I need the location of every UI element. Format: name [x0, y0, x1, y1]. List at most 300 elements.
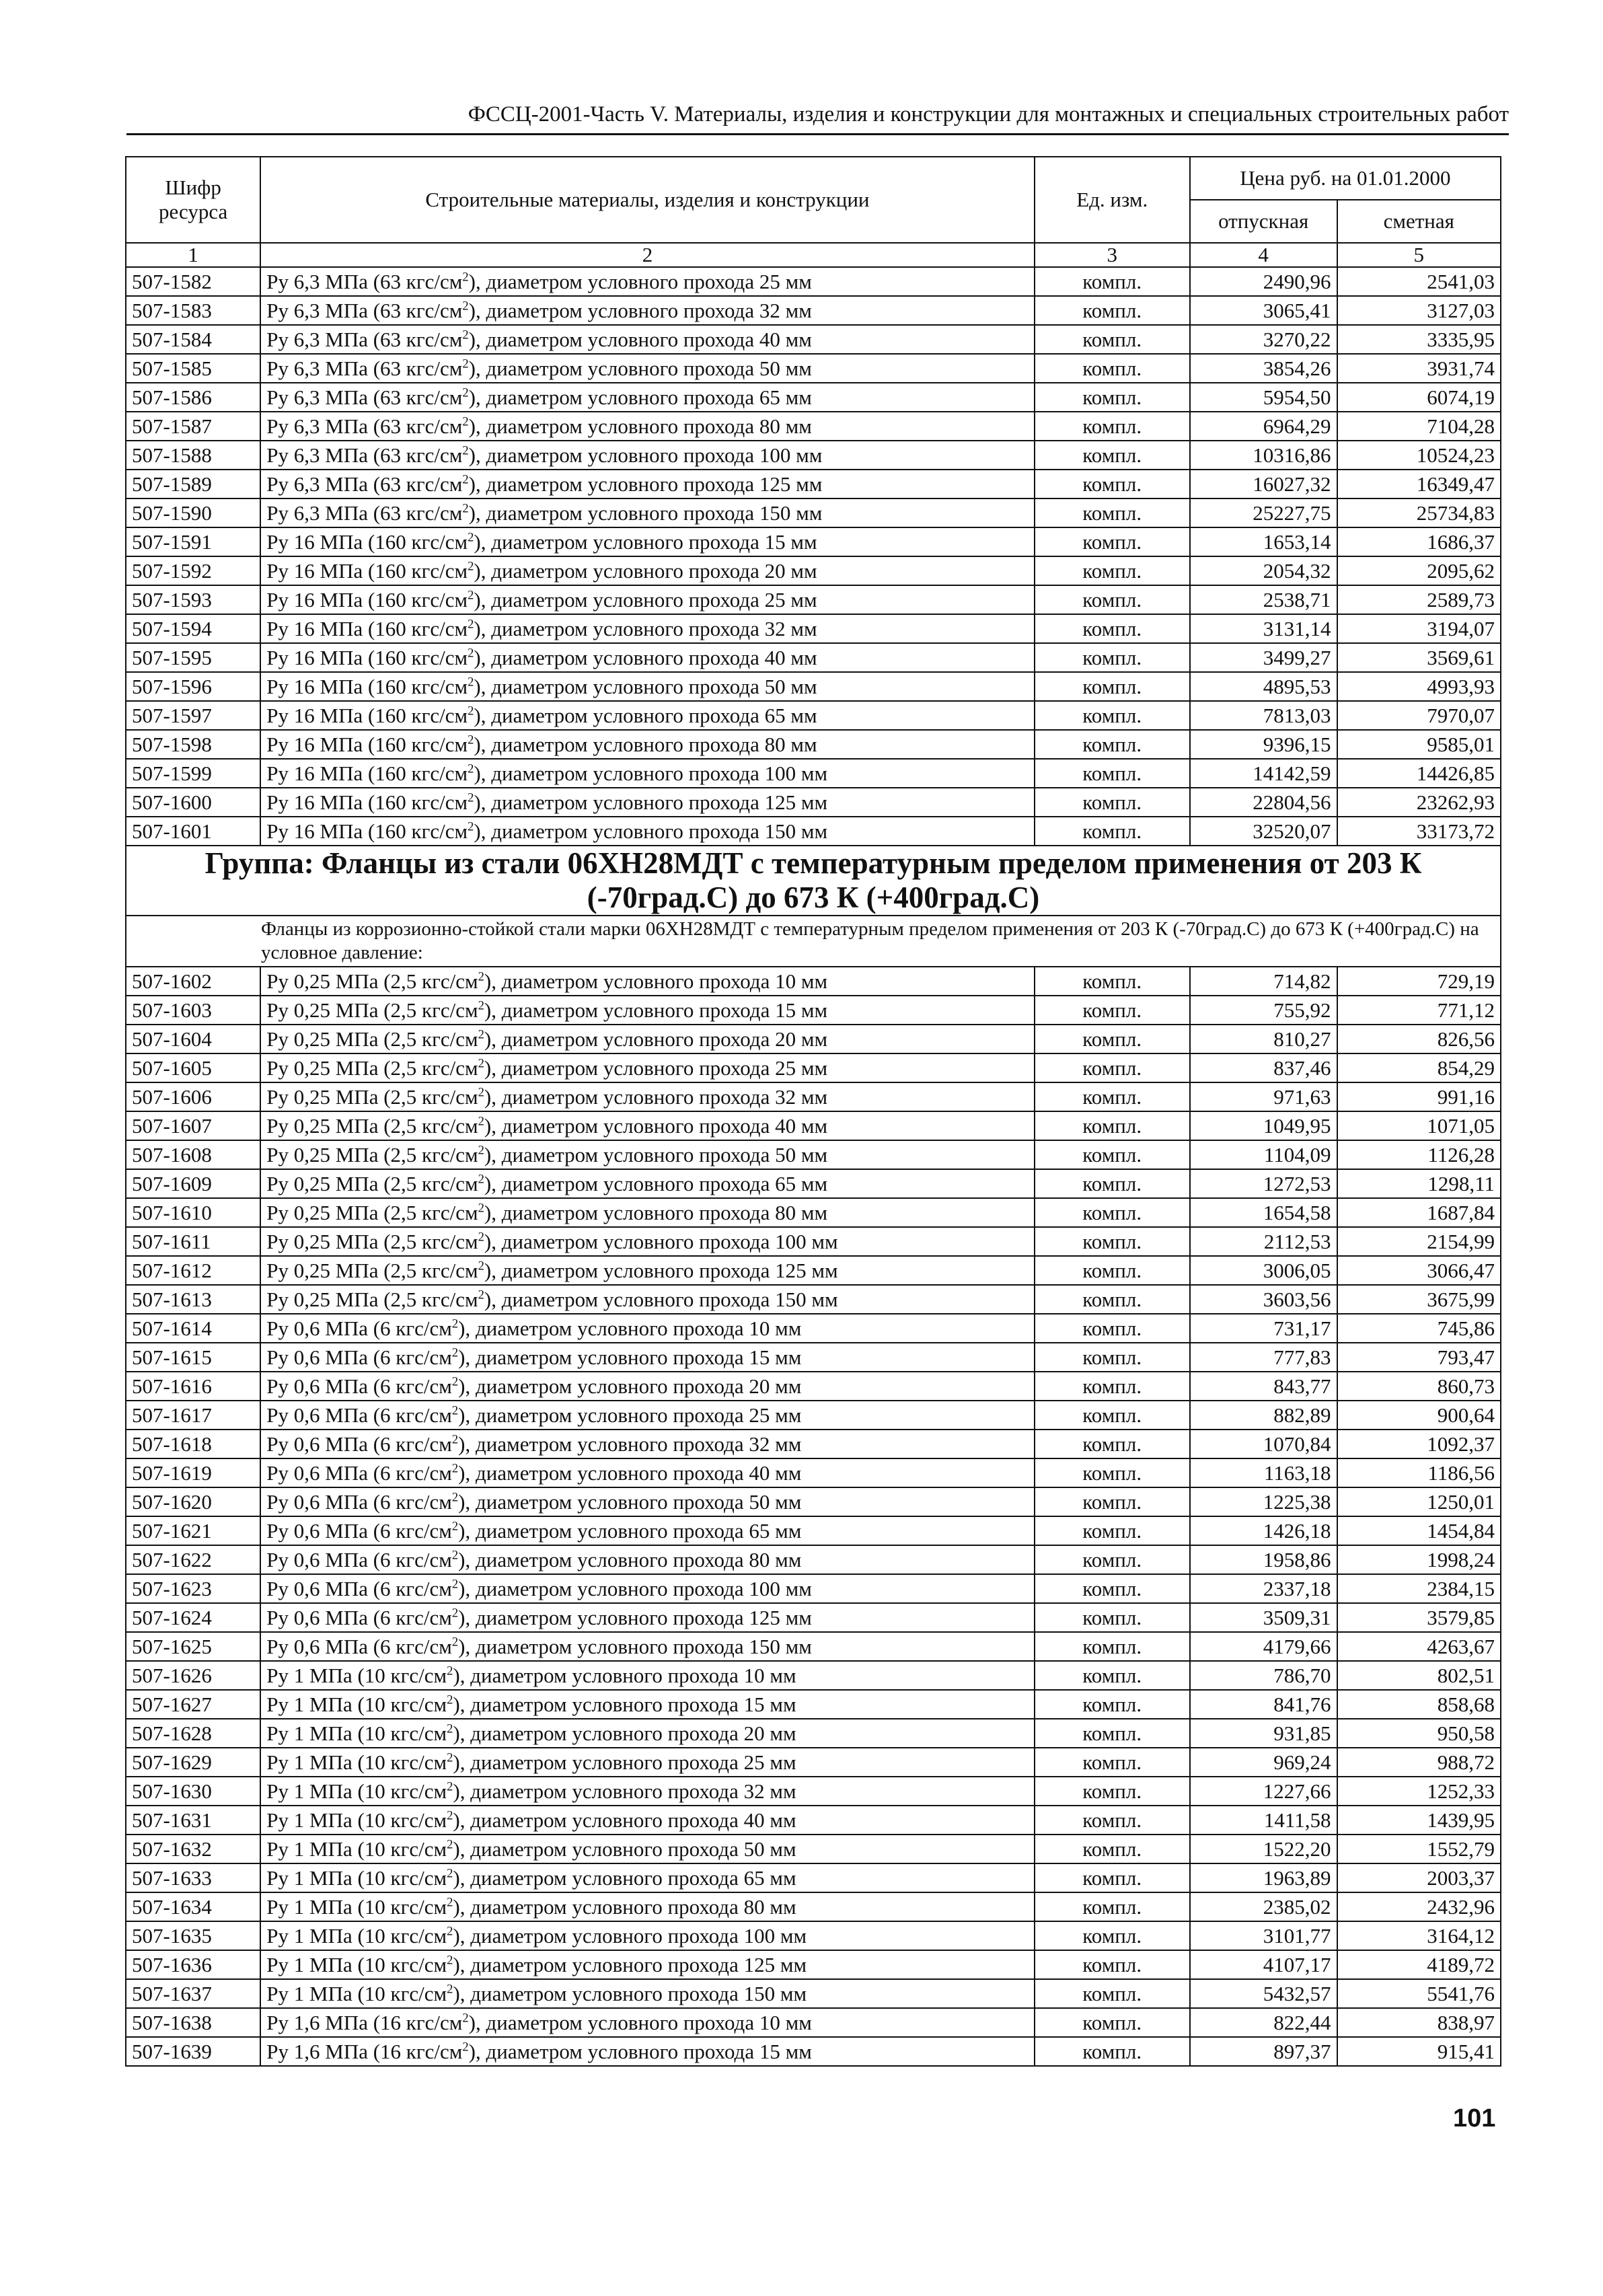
pressure-text: Ру 1 МПа (10 кгс/см: [266, 1750, 447, 1774]
page-number: 101: [1453, 2104, 1496, 2133]
item-description: [260, 2008, 1034, 2037]
price-estimate: 3194,07: [1337, 614, 1501, 643]
table-row: [126, 441, 1501, 470]
unit: компл.: [1035, 759, 1190, 788]
price-estimate: 854,29: [1337, 1053, 1501, 1082]
superscript-2: 2: [462, 443, 469, 458]
item-description: [260, 759, 1034, 788]
table-row: [126, 556, 1501, 585]
price-release: 755,92: [1190, 996, 1337, 1025]
price-release: 777,83: [1190, 1343, 1337, 1372]
price-estimate: 4993,93: [1337, 672, 1501, 701]
pressure-text: Ру 16 МПа (160 кгс/см: [266, 761, 468, 785]
item-description: [260, 1169, 1034, 1198]
superscript-2: 2: [447, 1953, 453, 1968]
diameter-text: ), диаметром условного прохода 32 мм: [474, 616, 817, 640]
col-header-estimate: сметная: [1337, 200, 1501, 243]
pressure-text: Ру 1 МПа (10 кгс/см: [266, 1865, 447, 1890]
price-release: 971,63: [1190, 1082, 1337, 1111]
superscript-2: 2: [447, 1664, 453, 1678]
price-estimate: 1250,01: [1337, 1487, 1501, 1516]
resource-code: 507-1589: [126, 470, 260, 498]
diameter-text: ), диаметром условного прохода 125 мм: [474, 790, 828, 814]
price-estimate: 4189,72: [1337, 1950, 1501, 1979]
pressure-text: Ру 6,3 МПа (63 кгс/см: [266, 414, 463, 438]
superscript-2: 2: [451, 1519, 459, 1534]
col-header-unit: Ед. изм.: [1035, 157, 1190, 243]
diameter-text: ), диаметром условного прохода 10 мм: [453, 1663, 796, 1687]
diameter-text: ), диаметром условного прохода 50 мм: [468, 356, 812, 380]
diameter-text: ), диаметром условного прохода 15 мм: [484, 998, 828, 1022]
price-release: 5954,50: [1190, 383, 1337, 412]
diameter-text: ), диаметром условного прохода 125 мм: [458, 1605, 812, 1629]
superscript-2: 2: [451, 1461, 459, 1476]
resource-code: 507-1614: [126, 1314, 260, 1343]
price-release: 1654,58: [1190, 1198, 1337, 1227]
diameter-text: ), диаметром условного прохода 65 мм: [468, 385, 812, 409]
price-release: 843,77: [1190, 1372, 1337, 1401]
table-row: [126, 1111, 1501, 1140]
unit: компл.: [1035, 1082, 1190, 1111]
superscript-2: 2: [462, 414, 469, 429]
resource-code: 507-1587: [126, 412, 260, 441]
price-estimate: 1998,24: [1337, 1545, 1501, 1574]
superscript-2: 2: [447, 1982, 453, 1997]
table-row: [126, 1401, 1501, 1430]
resource-code: 507-1619: [126, 1458, 260, 1487]
superscript-2: 2: [478, 1143, 484, 1158]
resource-code: 507-1584: [126, 325, 260, 354]
superscript-2: 2: [447, 1750, 453, 1765]
diameter-text: ), диаметром условного прохода 50 мм: [474, 674, 817, 698]
diameter-text: ), диаметром условного прохода 32 мм: [453, 1779, 796, 1803]
item-description: [260, 267, 1034, 296]
price-estimate: 6074,19: [1337, 383, 1501, 412]
resource-code: 507-1598: [126, 730, 260, 759]
superscript-2: 2: [468, 588, 474, 603]
price-release: 837,46: [1190, 1053, 1337, 1082]
item-description: [260, 1892, 1034, 1921]
resource-code: 507-1591: [126, 527, 260, 556]
table-row: [126, 267, 1501, 296]
price-estimate: 2384,15: [1337, 1574, 1501, 1603]
diameter-text: ), диаметром условного прохода 15 мм: [468, 2039, 812, 2063]
item-description: [260, 470, 1034, 498]
item-description: [260, 1227, 1034, 1256]
table-row: [126, 643, 1501, 672]
superscript-2: 2: [462, 270, 469, 285]
price-estimate: 771,12: [1337, 996, 1501, 1025]
price-release: 3131,14: [1190, 614, 1337, 643]
resource-code: 507-1595: [126, 643, 260, 672]
table-row: [126, 967, 1501, 996]
price-estimate: 3931,74: [1337, 354, 1501, 383]
table-row: [126, 1690, 1501, 1719]
item-description: [260, 1314, 1034, 1343]
price-release: 10316,86: [1190, 441, 1337, 470]
item-description: [260, 412, 1034, 441]
resource-code: 507-1601: [126, 817, 260, 846]
price-estimate: 3335,95: [1337, 325, 1501, 354]
unit: компл.: [1035, 701, 1190, 730]
pressure-text: Ру 1,6 МПа (16 кгс/см: [266, 2039, 463, 2063]
price-release: 1070,84: [1190, 1430, 1337, 1458]
resource-code: 507-1583: [126, 296, 260, 325]
unit: компл.: [1035, 1372, 1190, 1401]
unit: компл.: [1035, 1863, 1190, 1892]
diameter-text: ), диаметром условного прохода 150 мм: [453, 1981, 807, 2005]
price-release: 6964,29: [1190, 412, 1337, 441]
price-estimate: 802,51: [1337, 1661, 1501, 1690]
table-row: [126, 2037, 1501, 2066]
price-estimate: 3579,85: [1337, 1603, 1501, 1632]
unit: компл.: [1035, 383, 1190, 412]
unit: компл.: [1035, 1256, 1190, 1285]
superscript-2: 2: [468, 704, 474, 718]
unit: компл.: [1035, 1892, 1190, 1921]
item-description: [260, 1950, 1034, 1979]
diameter-text: ), диаметром условного прохода 150 мм: [484, 1287, 838, 1311]
table-body-a: [126, 267, 1501, 846]
item-description: [260, 1401, 1034, 1430]
table-row: [126, 1661, 1501, 1690]
superscript-2: 2: [478, 1230, 484, 1245]
item-description: [260, 1256, 1034, 1285]
price-release: 7813,03: [1190, 701, 1337, 730]
table-row: [126, 296, 1501, 325]
resource-code: 507-1622: [126, 1545, 260, 1574]
pressure-text: Ру 1 МПа (10 кгс/см: [266, 1923, 447, 1948]
unit: компл.: [1035, 585, 1190, 614]
superscript-2: 2: [462, 472, 469, 487]
price-release: 3854,26: [1190, 354, 1337, 383]
resource-code: 507-1631: [126, 1806, 260, 1835]
price-release: 1653,14: [1190, 527, 1337, 556]
diameter-text: ), диаметром условного прохода 125 мм: [468, 472, 823, 496]
table-row: [126, 325, 1501, 354]
pressure-text: Ру 0,6 МПа (6 кгс/см: [266, 1345, 452, 1369]
table-row: [126, 1458, 1501, 1487]
diameter-text: ), диаметром условного прохода 100 мм: [468, 443, 823, 467]
unit: компл.: [1035, 1835, 1190, 1863]
price-release: 4895,53: [1190, 672, 1337, 701]
table-row: [126, 1632, 1501, 1661]
diameter-text: ), диаметром условного прохода 15 мм: [474, 529, 817, 554]
diameter-text: ), диаметром условного прохода 65 мм: [484, 1171, 828, 1195]
unit: компл.: [1035, 1806, 1190, 1835]
price-estimate: 826,56: [1337, 1025, 1501, 1053]
table-row: [126, 354, 1501, 383]
pressure-text: Ру 1 МПа (10 кгс/см: [266, 1663, 447, 1687]
unit: компл.: [1035, 614, 1190, 643]
resource-code: 507-1603: [126, 996, 260, 1025]
price-release: 3499,27: [1190, 643, 1337, 672]
item-description: [260, 1979, 1034, 2008]
unit: компл.: [1035, 1111, 1190, 1140]
table-body-b: [126, 967, 1501, 2066]
col-header-name: Строительные материалы, изделия и конструкции: [260, 157, 1034, 243]
table-row: [126, 1574, 1501, 1603]
item-description: [260, 1082, 1034, 1111]
item-description: [260, 672, 1034, 701]
price-release: 14142,59: [1190, 759, 1337, 788]
item-description: [260, 1574, 1034, 1603]
resource-code: 507-1597: [126, 701, 260, 730]
pressure-text: Ру 0,6 МПа (6 кгс/см: [266, 1547, 452, 1571]
diameter-text: ), диаметром условного прохода 20 мм: [474, 558, 817, 583]
pressure-text: Ру 0,25 МПа (2,5 кгс/см: [266, 1258, 478, 1282]
item-description: [260, 1545, 1034, 1574]
item-description: [260, 730, 1034, 759]
superscript-2: 2: [451, 1548, 459, 1563]
table-row: [126, 1603, 1501, 1632]
unit: компл.: [1035, 470, 1190, 498]
pressure-text: Ру 0,25 МПа (2,5 кгс/см: [266, 1171, 478, 1195]
price-estimate: 1439,95: [1337, 1806, 1501, 1835]
diameter-text: ), диаметром условного прохода 80 мм: [474, 732, 817, 756]
superscript-2: 2: [451, 1317, 459, 1331]
resource-code: 507-1627: [126, 1690, 260, 1719]
unit: компл.: [1035, 556, 1190, 585]
unit: компл.: [1035, 996, 1190, 1025]
table-row: [126, 1082, 1501, 1111]
price-release: 2054,32: [1190, 556, 1337, 585]
resource-code: 507-1621: [126, 1516, 260, 1545]
diameter-text: ), диаметром условного прохода 40 мм: [474, 645, 817, 669]
superscript-2: 2: [462, 385, 469, 400]
unit: компл.: [1035, 1430, 1190, 1458]
table-row: [126, 817, 1501, 846]
pressure-text: Ру 1 МПа (10 кгс/см: [266, 1894, 447, 1919]
diameter-text: ), диаметром условного прохода 50 мм: [484, 1142, 828, 1166]
diameter-text: ), диаметром условного прохода 32 мм: [458, 1432, 802, 1456]
price-estimate: 838,97: [1337, 2008, 1501, 2037]
superscript-2: 2: [468, 819, 474, 834]
item-description: [260, 1285, 1034, 1314]
price-release: 2385,02: [1190, 1892, 1337, 1921]
price-estimate: 745,86: [1337, 1314, 1501, 1343]
item-description: [260, 1343, 1034, 1372]
unit: компл.: [1035, 1053, 1190, 1082]
superscript-2: 2: [462, 2011, 469, 2026]
diameter-text: ), диаметром условного прохода 150 мм: [458, 1634, 812, 1658]
price-estimate: 950,58: [1337, 1719, 1501, 1748]
table-row: [126, 1343, 1501, 1372]
unit: компл.: [1035, 498, 1190, 527]
unit: компл.: [1035, 441, 1190, 470]
pressure-text: Ру 1 МПа (10 кгс/см: [266, 1837, 447, 1861]
item-description: [260, 325, 1034, 354]
price-release: 969,24: [1190, 1748, 1337, 1777]
diameter-text: ), диаметром условного прохода 20 мм: [458, 1374, 802, 1398]
resource-code: 507-1592: [126, 556, 260, 585]
superscript-2: 2: [462, 501, 469, 516]
pressure-text: Ру 0,25 МПа (2,5 кгс/см: [266, 1113, 478, 1138]
unit: компл.: [1035, 817, 1190, 846]
pressure-text: Ру 6,3 МПа (63 кгс/см: [266, 298, 463, 322]
resource-code: 507-1600: [126, 788, 260, 817]
diameter-text: ), диаметром условного прохода 15 мм: [458, 1345, 802, 1369]
table-row: [126, 1227, 1501, 1256]
resource-code: 507-1625: [126, 1632, 260, 1661]
resource-code: 507-1633: [126, 1863, 260, 1892]
table-row: [126, 1545, 1501, 1574]
group-title: Группа: Фланцы из стали 06ХН28МДТ с температурным пределом применения от 203 К (-70град.С) до 673 К (+400град.С): [126, 846, 1501, 916]
price-release: 714,82: [1190, 967, 1337, 996]
price-release: 1227,66: [1190, 1777, 1337, 1806]
resource-code: 507-1594: [126, 614, 260, 643]
price-release: 3006,05: [1190, 1256, 1337, 1285]
resource-code: 507-1632: [126, 1835, 260, 1863]
resource-code: 507-1623: [126, 1574, 260, 1603]
pressure-text: Ру 0,25 МПа (2,5 кгс/см: [266, 1056, 478, 1080]
pressure-text: Ру 6,3 МПа (63 кгс/см: [266, 501, 463, 525]
table-row: [126, 1806, 1501, 1835]
unit: компл.: [1035, 1748, 1190, 1777]
item-description: [260, 967, 1034, 996]
diameter-text: ), диаметром условного прохода 100 мм: [484, 1229, 838, 1253]
table-row: [126, 1777, 1501, 1806]
unit: компл.: [1035, 672, 1190, 701]
diameter-text: ), диаметром условного прохода 25 мм: [468, 269, 812, 293]
price-release: 3509,31: [1190, 1603, 1337, 1632]
table-row: [126, 585, 1501, 614]
table-row: [126, 1835, 1501, 1863]
pressure-text: Ру 0,25 МПа (2,5 кгс/см: [266, 1142, 478, 1166]
pressure-text: Ру 16 МПа (160 кгс/см: [266, 674, 468, 698]
unit: компл.: [1035, 1401, 1190, 1430]
unit: компл.: [1035, 1487, 1190, 1516]
item-description: [260, 788, 1034, 817]
superscript-2: 2: [462, 328, 469, 342]
pressure-text: Ру 0,25 МПа (2,5 кгс/см: [266, 1027, 478, 1051]
price-estimate: 7970,07: [1337, 701, 1501, 730]
pressure-text: Ру 0,25 МПа (2,5 кгс/см: [266, 1229, 478, 1253]
superscript-2: 2: [468, 646, 474, 661]
table-row: [126, 788, 1501, 817]
unit: компл.: [1035, 1025, 1190, 1053]
price-estimate: 1686,37: [1337, 527, 1501, 556]
diameter-text: ), диаметром условного прохода 50 мм: [458, 1489, 802, 1514]
price-release: 22804,56: [1190, 788, 1337, 817]
price-estimate: 1454,84: [1337, 1516, 1501, 1545]
superscript-2: 2: [468, 530, 474, 545]
item-description: [260, 643, 1034, 672]
item-description: [260, 1053, 1034, 1082]
superscript-2: 2: [478, 1114, 484, 1129]
diameter-text: ), диаметром условного прохода 150 мм: [474, 819, 828, 843]
item-description: [260, 1632, 1034, 1661]
pressure-text: Ру 16 МПа (160 кгс/см: [266, 790, 468, 814]
diameter-text: ), диаметром условного прохода 125 мм: [453, 1952, 807, 1976]
table-row: [126, 498, 1501, 527]
superscript-2: 2: [478, 998, 484, 1013]
resource-code: 507-1585: [126, 354, 260, 383]
resource-code: 507-1610: [126, 1198, 260, 1227]
table-row: [126, 1979, 1501, 2008]
resource-code: 507-1639: [126, 2037, 260, 2066]
price-release: 3270,22: [1190, 325, 1337, 354]
resource-code: 507-1629: [126, 1748, 260, 1777]
price-release: 1963,89: [1190, 1863, 1337, 1892]
table-row: [126, 383, 1501, 412]
unit: компл.: [1035, 1979, 1190, 2008]
pressure-text: Ру 0,6 МПа (6 кгс/см: [266, 1518, 452, 1543]
diameter-text: ), диаметром условного прохода 150 мм: [468, 501, 823, 525]
superscript-2: 2: [468, 675, 474, 690]
table-row: [126, 730, 1501, 759]
table-row: [126, 1169, 1501, 1198]
superscript-2: 2: [478, 1201, 484, 1216]
price-release: 2337,18: [1190, 1574, 1337, 1603]
pressure-text: Ру 1 МПа (10 кгс/см: [266, 1952, 447, 1976]
col-number-2: 2: [260, 243, 1034, 267]
resource-code: 507-1626: [126, 1661, 260, 1690]
resource-code: 507-1617: [126, 1401, 260, 1430]
superscript-2: 2: [478, 969, 484, 984]
pressure-text: Ру 6,3 МПа (63 кгс/см: [266, 472, 463, 496]
superscript-2: 2: [451, 1432, 459, 1447]
superscript-2: 2: [451, 1577, 459, 1592]
diameter-text: ), диаметром условного прохода 100 мм: [453, 1923, 807, 1948]
unit: компл.: [1035, 1169, 1190, 1198]
table-row: [126, 1198, 1501, 1227]
superscript-2: 2: [468, 617, 474, 632]
superscript-2: 2: [451, 1374, 459, 1389]
superscript-2: 2: [468, 762, 474, 776]
diameter-text: ), диаметром условного прохода 25 мм: [458, 1403, 802, 1427]
resource-code: 507-1613: [126, 1285, 260, 1314]
group-subtitle: Фланцы из коррозионно-стойкой стали марки 06ХН28МДТ с температурным пределом применения от 203 К (-70град.С) до 673 К (+400град.С) на условное давление:: [126, 916, 1501, 967]
price-table: [125, 156, 1501, 2067]
pressure-text: Ру 0,6 МПа (6 кгс/см: [266, 1634, 452, 1658]
price-estimate: 729,19: [1337, 967, 1501, 996]
pressure-text: Ру 1 МПа (10 кгс/см: [266, 1981, 447, 2005]
price-release: 3603,56: [1190, 1285, 1337, 1314]
resource-code: 507-1599: [126, 759, 260, 788]
pressure-text: Ру 16 МПа (160 кгс/см: [266, 732, 468, 756]
table-row: [126, 470, 1501, 498]
item-description: [260, 1430, 1034, 1458]
unit: компл.: [1035, 643, 1190, 672]
superscript-2: 2: [447, 1721, 453, 1736]
group-row: [126, 846, 1501, 916]
item-description: [260, 1025, 1034, 1053]
superscript-2: 2: [468, 733, 474, 747]
superscript-2: 2: [478, 1027, 484, 1042]
resource-code: 507-1590: [126, 498, 260, 527]
pressure-text: Ру 0,6 МПа (6 кгс/см: [266, 1316, 452, 1340]
page-header: [126, 101, 1509, 135]
superscript-2: 2: [451, 1345, 459, 1360]
pressure-text: Ру 1 МПа (10 кгс/см: [266, 1779, 447, 1803]
item-description: [260, 556, 1034, 585]
diameter-text: ), диаметром условного прохода 25 мм: [453, 1750, 796, 1774]
item-description: [260, 1516, 1034, 1545]
diameter-text: ), диаметром условного прохода 32 мм: [468, 298, 812, 322]
price-release: 4107,17: [1190, 1950, 1337, 1979]
price-release: 5432,57: [1190, 1979, 1337, 2008]
price-estimate: 2432,96: [1337, 1892, 1501, 1921]
price-estimate: 7104,28: [1337, 412, 1501, 441]
col-number-3: 3: [1035, 243, 1190, 267]
resource-code: 507-1634: [126, 1892, 260, 1921]
unit: компл.: [1035, 1285, 1190, 1314]
price-release: 16027,32: [1190, 470, 1337, 498]
price-estimate: 10524,23: [1337, 441, 1501, 470]
item-description: [260, 383, 1034, 412]
item-description: [260, 1372, 1034, 1401]
